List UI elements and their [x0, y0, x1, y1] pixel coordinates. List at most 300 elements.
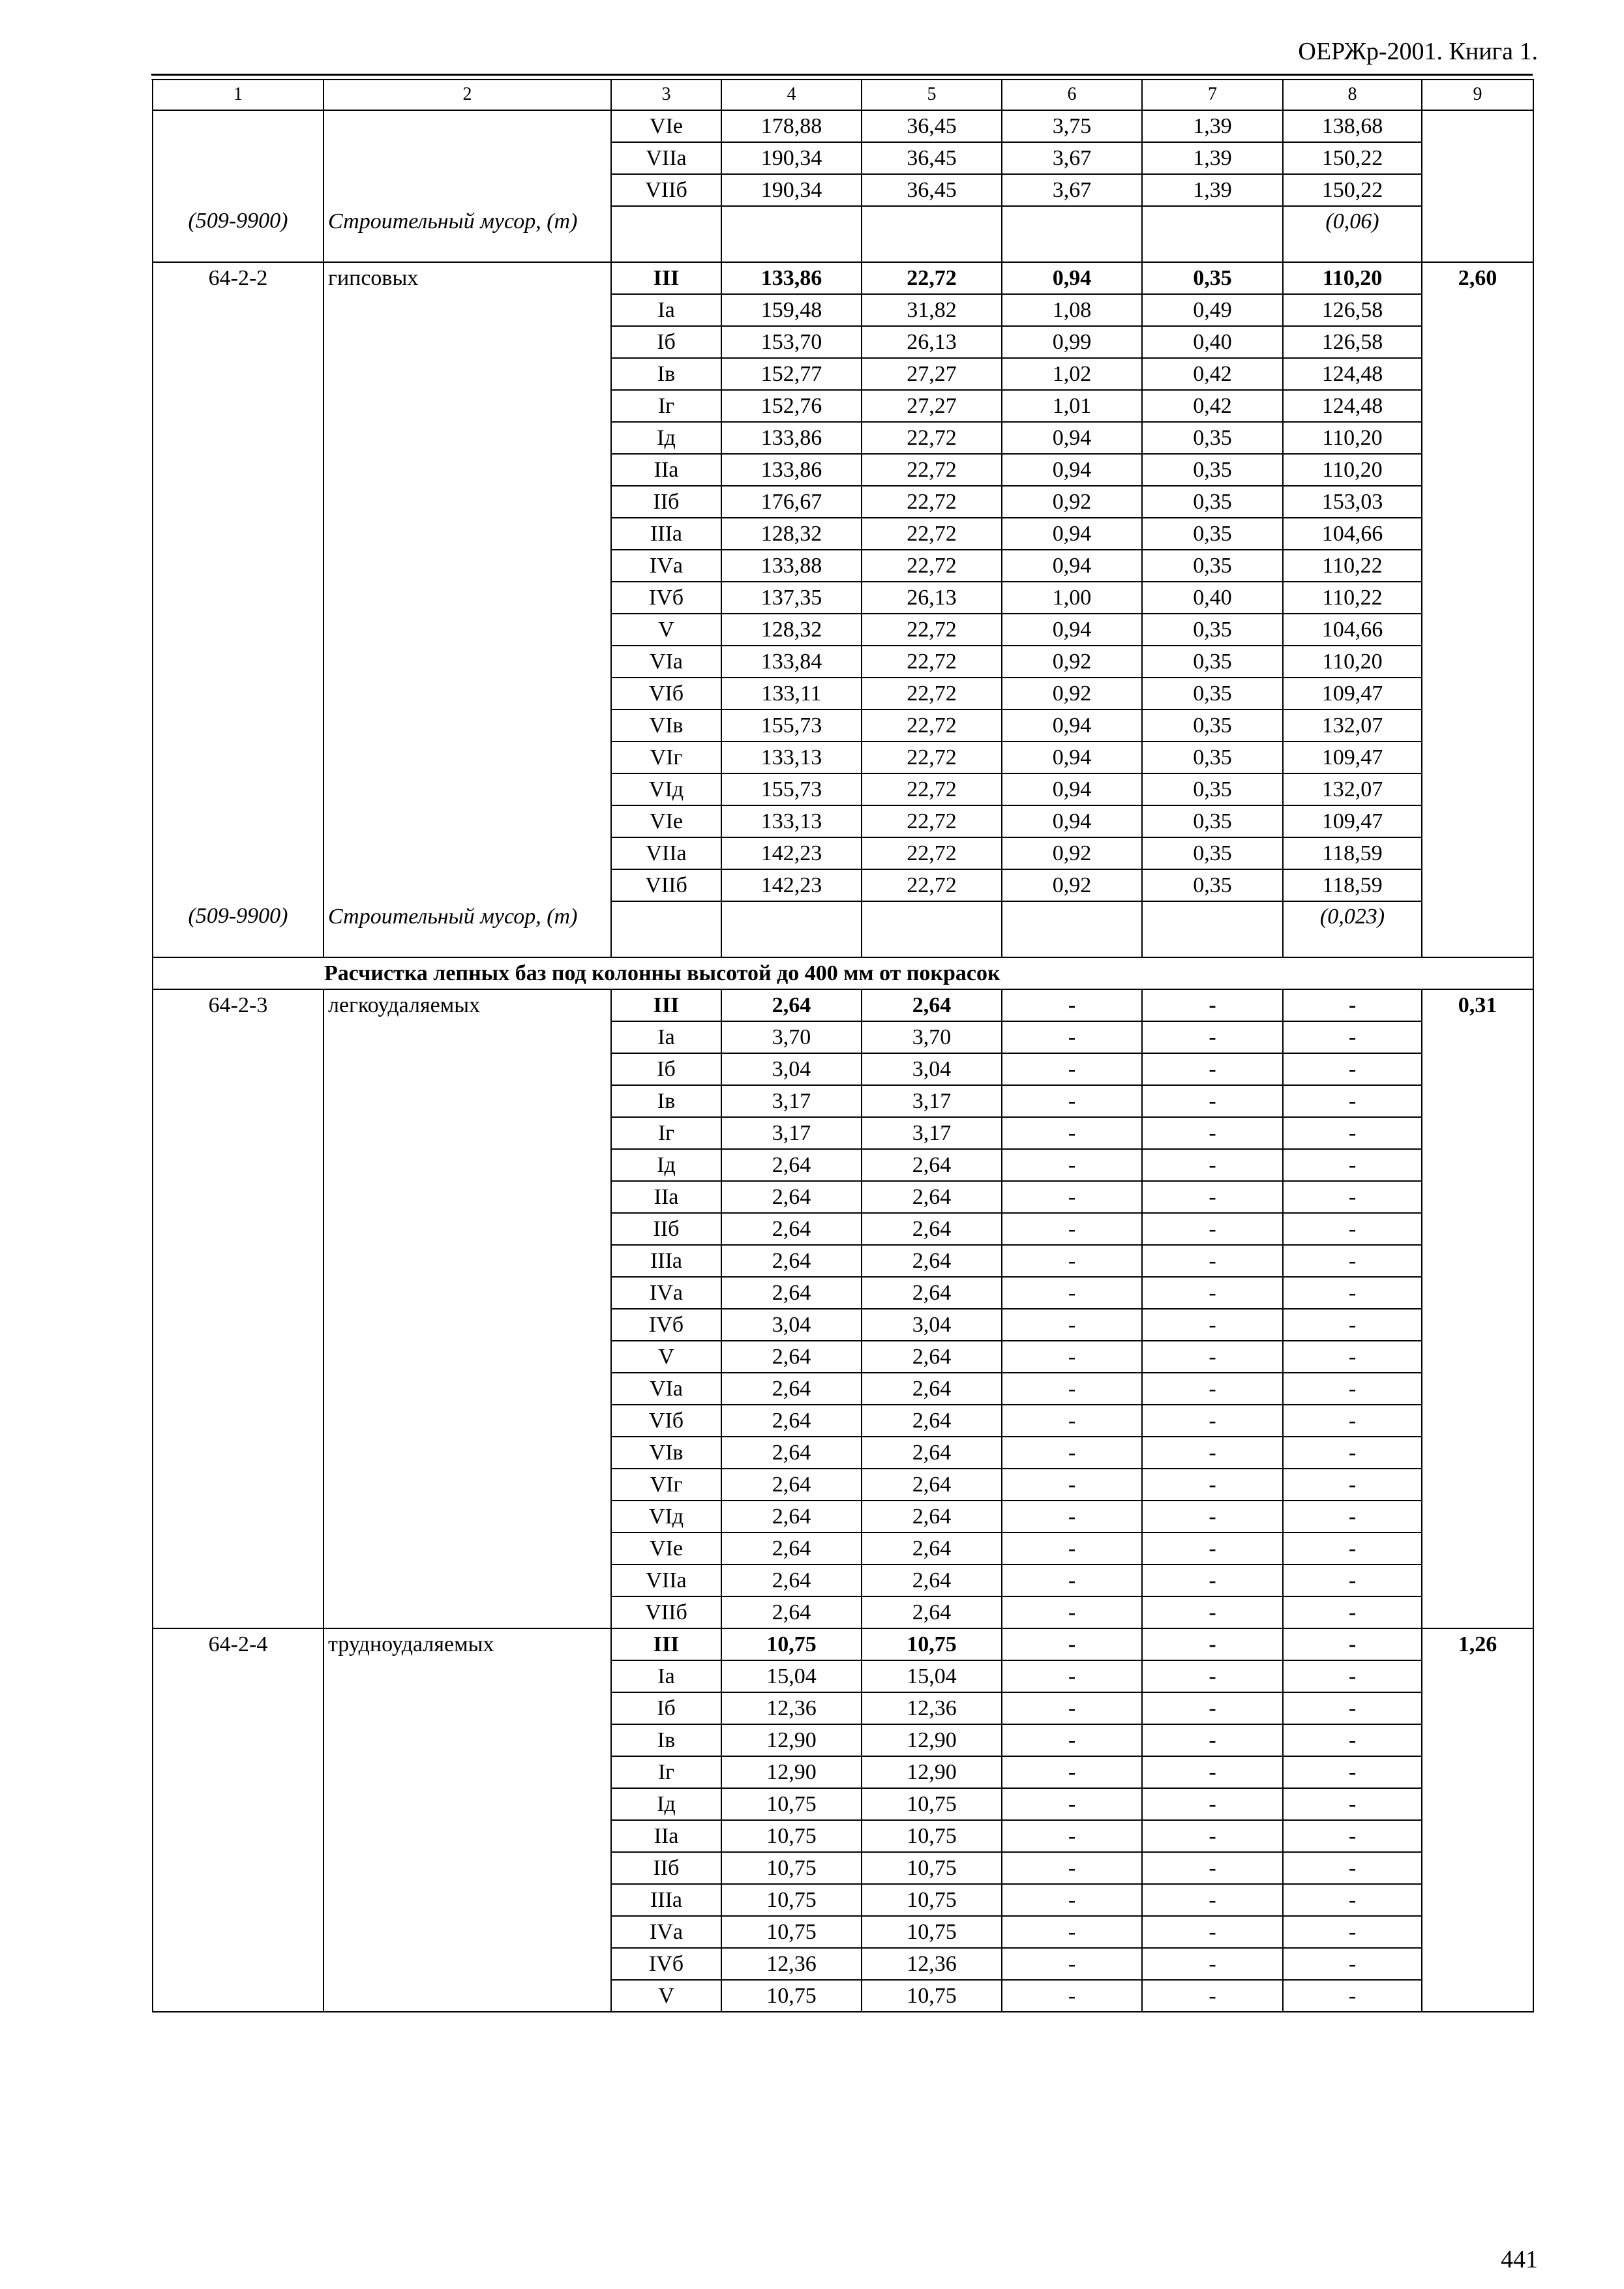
column-number: 9: [1422, 80, 1533, 110]
materials-cell: 110,20: [1283, 262, 1422, 294]
machines-cell: -: [1002, 1980, 1142, 2012]
materials-cell: 109,47: [1283, 678, 1422, 710]
empty-cell: [611, 901, 721, 957]
materials-cell: 132,07: [1283, 773, 1422, 805]
materials-cell: 124,48: [1283, 390, 1422, 422]
direct-cost-cell: 133,11: [721, 678, 862, 710]
direct-cost-cell: 12,36: [721, 1692, 862, 1724]
operators-wages-cell: -: [1142, 1628, 1283, 1660]
machines-cell: -: [1002, 1437, 1142, 1469]
direct-cost-cell: 155,73: [721, 773, 862, 805]
work-name: гипсовых: [323, 262, 611, 901]
empty-cell: [862, 206, 1002, 262]
machines-cell: -: [1002, 1373, 1142, 1405]
empty-cell: [721, 206, 862, 262]
machines-cell: -: [1002, 1245, 1142, 1277]
direct-cost-cell: 12,36: [721, 1948, 862, 1980]
machines-cell: 0,92: [1002, 837, 1142, 869]
materials-cell: -: [1283, 1884, 1422, 1916]
zone-cell: Iд: [611, 422, 721, 454]
zone-cell: IVа: [611, 1277, 721, 1309]
zone-cell: Iа: [611, 1021, 721, 1053]
direct-cost-cell: 133,86: [721, 262, 862, 294]
zone-cell: VIв: [611, 1437, 721, 1469]
materials-cell: 138,68: [1283, 110, 1422, 142]
labor-total: 2,60: [1422, 262, 1533, 957]
materials-cell: -: [1283, 1692, 1422, 1724]
machines-cell: 0,94: [1002, 710, 1142, 741]
direct-cost-cell: 133,86: [721, 454, 862, 486]
direct-cost-cell: 2,64: [721, 1373, 862, 1405]
wages-cell: 2,64: [862, 1181, 1002, 1213]
table-row: [153, 989, 1533, 1021]
operators-wages-cell: -: [1142, 1692, 1283, 1724]
materials-cell: 104,66: [1283, 518, 1422, 550]
header-rule: [151, 74, 1533, 76]
table-row: [153, 110, 1533, 142]
zone-cell: VIIа: [611, 837, 721, 869]
wages-cell: 22,72: [862, 710, 1002, 741]
zone-cell: IIIа: [611, 518, 721, 550]
materials-cell: -: [1283, 1852, 1422, 1884]
machines-cell: -: [1002, 1852, 1142, 1884]
column-number: 8: [1283, 80, 1422, 110]
materials-cell: -: [1283, 1373, 1422, 1405]
materials-cell: 118,59: [1283, 869, 1422, 901]
machines-cell: -: [1002, 1021, 1142, 1053]
operators-wages-cell: -: [1142, 1724, 1283, 1756]
wages-cell: 22,72: [862, 646, 1002, 678]
machines-cell: -: [1002, 1916, 1142, 1948]
zone-cell: VIд: [611, 773, 721, 805]
zone-cell: Iв: [611, 358, 721, 390]
operators-wages-cell: -: [1142, 1596, 1283, 1628]
direct-cost-cell: 2,64: [721, 1405, 862, 1437]
materials-cell: -: [1283, 1660, 1422, 1692]
zone-cell: VIIа: [611, 142, 721, 174]
waste-name: Строительный мусор, (т): [323, 901, 611, 957]
machines-cell: 1,02: [1002, 358, 1142, 390]
operators-wages-cell: -: [1142, 1533, 1283, 1564]
zone-cell: VIд: [611, 1501, 721, 1533]
machines-cell: -: [1002, 1948, 1142, 1980]
materials-cell: -: [1283, 1277, 1422, 1309]
wages-cell: 22,72: [862, 773, 1002, 805]
wages-cell: 2,64: [862, 1213, 1002, 1245]
zone-cell: V: [611, 614, 721, 646]
operators-wages-cell: 0,35: [1142, 678, 1283, 710]
machines-cell: -: [1002, 1788, 1142, 1820]
direct-cost-cell: 3,17: [721, 1085, 862, 1117]
wages-cell: 10,75: [862, 1788, 1002, 1820]
waste-code: (509-9900): [153, 206, 323, 262]
zone-cell: IIIа: [611, 1884, 721, 1916]
materials-cell: -: [1283, 1213, 1422, 1245]
zone-cell: Iд: [611, 1788, 721, 1820]
machines-cell: -: [1002, 1884, 1142, 1916]
zone-cell: III: [611, 989, 721, 1021]
zone-cell: IVа: [611, 550, 721, 582]
machines-cell: -: [1002, 1692, 1142, 1724]
zone-cell: IIIа: [611, 1245, 721, 1277]
materials-cell: 126,58: [1283, 326, 1422, 358]
operators-wages-cell: -: [1142, 1916, 1283, 1948]
machines-cell: 0,92: [1002, 678, 1142, 710]
zone-cell: VIа: [611, 646, 721, 678]
waste-row: [153, 901, 1533, 957]
operators-wages-cell: -: [1142, 1309, 1283, 1341]
operators-wages-cell: -: [1142, 1884, 1283, 1916]
wages-cell: 22,72: [862, 422, 1002, 454]
operators-wages-cell: -: [1142, 1660, 1283, 1692]
direct-cost-cell: 10,75: [721, 1916, 862, 1948]
machines-cell: 0,94: [1002, 773, 1142, 805]
zone-cell: Iб: [611, 1053, 721, 1085]
operators-wages-cell: -: [1142, 1213, 1283, 1245]
operators-wages-cell: -: [1142, 1980, 1283, 2012]
wages-cell: 2,64: [862, 989, 1002, 1021]
materials-cell: -: [1283, 1948, 1422, 1980]
operators-wages-cell: -: [1142, 1277, 1283, 1309]
materials-cell: 153,03: [1283, 486, 1422, 518]
materials-cell: -: [1283, 1053, 1422, 1085]
table-row: [153, 262, 1533, 294]
zone-cell: IVб: [611, 1948, 721, 1980]
zone-cell: VIа: [611, 1373, 721, 1405]
wages-cell: 2,64: [862, 1596, 1002, 1628]
materials-cell: -: [1283, 1756, 1422, 1788]
wages-cell: 10,75: [862, 1820, 1002, 1852]
machines-cell: -: [1002, 1820, 1142, 1852]
operators-wages-cell: 0,35: [1142, 710, 1283, 741]
zone-cell: IIб: [611, 486, 721, 518]
wages-cell: 22,72: [862, 486, 1002, 518]
empty-cell: [611, 206, 721, 262]
materials-cell: 109,47: [1283, 741, 1422, 773]
direct-cost-cell: 133,13: [721, 741, 862, 773]
materials-cell: -: [1283, 1245, 1422, 1277]
operators-wages-cell: 0,42: [1142, 390, 1283, 422]
operators-wages-cell: -: [1142, 1149, 1283, 1181]
rates-table-body: [153, 80, 1533, 2012]
empty-cell: [1142, 206, 1283, 262]
wages-cell: 2,64: [862, 1533, 1002, 1564]
wages-cell: 12,36: [862, 1948, 1002, 1980]
wages-cell: 26,13: [862, 326, 1002, 358]
direct-cost-cell: 3,04: [721, 1053, 862, 1085]
direct-cost-cell: 10,75: [721, 1884, 862, 1916]
direct-cost-cell: 2,64: [721, 1149, 862, 1181]
operators-wages-cell: -: [1142, 1117, 1283, 1149]
operators-wages-cell: 1,39: [1142, 142, 1283, 174]
operators-wages-cell: 0,35: [1142, 550, 1283, 582]
operators-wages-cell: 0,35: [1142, 773, 1283, 805]
operators-wages-cell: 1,39: [1142, 174, 1283, 206]
machines-cell: 3,67: [1002, 142, 1142, 174]
machines-cell: -: [1002, 1181, 1142, 1213]
zone-cell: IIа: [611, 1820, 721, 1852]
zone-cell: III: [611, 1628, 721, 1660]
waste-code: (509-9900): [153, 901, 323, 957]
machines-cell: 0,94: [1002, 262, 1142, 294]
direct-cost-cell: 12,90: [721, 1724, 862, 1756]
materials-cell: -: [1283, 1916, 1422, 1948]
materials-cell: -: [1283, 1788, 1422, 1820]
operators-wages-cell: 0,35: [1142, 454, 1283, 486]
wages-cell: 22,72: [862, 837, 1002, 869]
direct-cost-cell: 133,13: [721, 805, 862, 837]
wages-cell: 3,04: [862, 1309, 1002, 1341]
page-header-title: ОЕРЖр-2001. Книга 1.: [1298, 38, 1538, 65]
materials-cell: 110,20: [1283, 454, 1422, 486]
operators-wages-cell: -: [1142, 1341, 1283, 1373]
direct-cost-cell: 190,34: [721, 142, 862, 174]
materials-cell: -: [1283, 1341, 1422, 1373]
operators-wages-cell: -: [1142, 1469, 1283, 1501]
machines-cell: -: [1002, 1756, 1142, 1788]
operators-wages-cell: -: [1142, 1373, 1283, 1405]
operators-wages-cell: -: [1142, 1788, 1283, 1820]
column-number: 7: [1142, 80, 1283, 110]
materials-cell: -: [1283, 1085, 1422, 1117]
machines-cell: -: [1002, 1724, 1142, 1756]
wages-cell: 2,64: [862, 1149, 1002, 1181]
direct-cost-cell: 2,64: [721, 1596, 862, 1628]
direct-cost-cell: 2,64: [721, 1245, 862, 1277]
direct-cost-cell: 3,17: [721, 1117, 862, 1149]
waste-name: Строительный мусор, (т): [323, 206, 611, 262]
materials-cell: 110,22: [1283, 550, 1422, 582]
column-number: 4: [721, 80, 862, 110]
rate-code: 64-2-2: [153, 262, 323, 901]
materials-cell: 150,22: [1283, 174, 1422, 206]
wages-cell: 3,17: [862, 1117, 1002, 1149]
zone-cell: IVб: [611, 1309, 721, 1341]
zone-cell: VIб: [611, 678, 721, 710]
operators-wages-cell: -: [1142, 1820, 1283, 1852]
wages-cell: 2,64: [862, 1564, 1002, 1596]
machines-cell: -: [1002, 1660, 1142, 1692]
materials-cell: 118,59: [1283, 837, 1422, 869]
waste-value: (0,023): [1283, 901, 1422, 957]
zone-cell: III: [611, 262, 721, 294]
wages-cell: 12,90: [862, 1724, 1002, 1756]
direct-cost-cell: 3,04: [721, 1309, 862, 1341]
zone-cell: VIе: [611, 1533, 721, 1564]
wages-cell: 10,75: [862, 1916, 1002, 1948]
direct-cost-cell: 142,23: [721, 869, 862, 901]
materials-cell: 110,22: [1283, 582, 1422, 614]
materials-cell: -: [1283, 1437, 1422, 1469]
materials-cell: 110,20: [1283, 422, 1422, 454]
operators-wages-cell: 0,35: [1142, 869, 1283, 901]
rates-table: [152, 79, 1534, 2012]
zone-cell: VIIб: [611, 1596, 721, 1628]
machines-cell: -: [1002, 989, 1142, 1021]
operators-wages-cell: -: [1142, 1181, 1283, 1213]
zone-cell: Iг: [611, 1117, 721, 1149]
wages-cell: 22,72: [862, 262, 1002, 294]
column-number: 3: [611, 80, 721, 110]
operators-wages-cell: -: [1142, 1085, 1283, 1117]
materials-cell: -: [1283, 1405, 1422, 1437]
zone-cell: Iг: [611, 390, 721, 422]
column-number-row: [153, 80, 1533, 110]
zone-cell: IIа: [611, 454, 721, 486]
wages-cell: 22,72: [862, 678, 1002, 710]
direct-cost-cell: 133,86: [721, 422, 862, 454]
zone-cell: IVб: [611, 582, 721, 614]
direct-cost-cell: 12,90: [721, 1756, 862, 1788]
column-number: 6: [1002, 80, 1142, 110]
machines-cell: 0,94: [1002, 805, 1142, 837]
direct-cost-cell: 133,84: [721, 646, 862, 678]
rate-code: 64-2-4: [153, 1628, 323, 2012]
direct-cost-cell: 2,64: [721, 1437, 862, 1469]
machines-cell: -: [1002, 1469, 1142, 1501]
machines-cell: -: [1002, 1501, 1142, 1533]
direct-cost-cell: 133,88: [721, 550, 862, 582]
zone-cell: VIIа: [611, 1564, 721, 1596]
rate-code: 64-2-3: [153, 989, 323, 1628]
materials-cell: -: [1283, 1628, 1422, 1660]
materials-cell: -: [1283, 1564, 1422, 1596]
machines-cell: -: [1002, 1596, 1142, 1628]
materials-cell: 126,58: [1283, 294, 1422, 326]
operators-wages-cell: 0,42: [1142, 358, 1283, 390]
machines-cell: 0,94: [1002, 454, 1142, 486]
direct-cost-cell: 128,32: [721, 518, 862, 550]
machines-cell: 0,94: [1002, 614, 1142, 646]
machines-cell: -: [1002, 1405, 1142, 1437]
zone-cell: VIе: [611, 805, 721, 837]
machines-cell: -: [1002, 1564, 1142, 1596]
column-number: 5: [862, 80, 1002, 110]
wages-cell: 22,72: [862, 869, 1002, 901]
machines-cell: 0,94: [1002, 550, 1142, 582]
wages-cell: 2,64: [862, 1501, 1002, 1533]
operators-wages-cell: -: [1142, 1053, 1283, 1085]
operators-wages-cell: 0,49: [1142, 294, 1283, 326]
wages-cell: 36,45: [862, 110, 1002, 142]
direct-cost-cell: 153,70: [721, 326, 862, 358]
wages-cell: 22,72: [862, 518, 1002, 550]
direct-cost-cell: 2,64: [721, 1564, 862, 1596]
direct-cost-cell: 128,32: [721, 614, 862, 646]
materials-cell: -: [1283, 1469, 1422, 1501]
operators-wages-cell: 0,35: [1142, 646, 1283, 678]
column-number: 2: [323, 80, 611, 110]
direct-cost-cell: 137,35: [721, 582, 862, 614]
materials-cell: -: [1283, 1309, 1422, 1341]
wages-cell: 2,64: [862, 1405, 1002, 1437]
wages-cell: 22,72: [862, 550, 1002, 582]
zone-cell: IIб: [611, 1852, 721, 1884]
zone-cell: VIе: [611, 110, 721, 142]
wages-cell: 27,27: [862, 358, 1002, 390]
direct-cost-cell: 10,75: [721, 1788, 862, 1820]
operators-wages-cell: 0,35: [1142, 741, 1283, 773]
waste-row: [153, 206, 1533, 262]
section-title: Расчистка лепных баз под колонны высотой до 400 мм от покрасок: [153, 957, 1533, 989]
machines-cell: 3,75: [1002, 110, 1142, 142]
machines-cell: 1,00: [1002, 582, 1142, 614]
machines-cell: -: [1002, 1149, 1142, 1181]
wages-cell: 2,64: [862, 1469, 1002, 1501]
empty-cell: [862, 901, 1002, 957]
wages-cell: 2,64: [862, 1277, 1002, 1309]
zone-cell: V: [611, 1341, 721, 1373]
zone-cell: VIг: [611, 1469, 721, 1501]
machines-cell: -: [1002, 1277, 1142, 1309]
operators-wages-cell: 0,40: [1142, 582, 1283, 614]
machines-cell: 1,01: [1002, 390, 1142, 422]
wages-cell: 2,64: [862, 1245, 1002, 1277]
direct-cost-cell: 178,88: [721, 110, 862, 142]
machines-cell: 3,67: [1002, 174, 1142, 206]
wages-cell: 27,27: [862, 390, 1002, 422]
materials-cell: 110,20: [1283, 646, 1422, 678]
direct-cost-cell: 2,64: [721, 1501, 862, 1533]
machines-cell: 1,08: [1002, 294, 1142, 326]
zone-cell: Iв: [611, 1724, 721, 1756]
wages-cell: 3,70: [862, 1021, 1002, 1053]
work-name: трудноудаляемых: [323, 1628, 611, 2012]
zone-cell: V: [611, 1980, 721, 2012]
empty-cell: [1002, 901, 1142, 957]
wages-cell: 10,75: [862, 1628, 1002, 1660]
materials-cell: 104,66: [1283, 614, 1422, 646]
operators-wages-cell: 0,40: [1142, 326, 1283, 358]
direct-cost-cell: 190,34: [721, 174, 862, 206]
materials-cell: 132,07: [1283, 710, 1422, 741]
materials-cell: -: [1283, 1501, 1422, 1533]
direct-cost-cell: 2,64: [721, 1213, 862, 1245]
zone-cell: VIг: [611, 741, 721, 773]
direct-cost-cell: 2,64: [721, 1533, 862, 1564]
direct-cost-cell: 2,64: [721, 1341, 862, 1373]
empty-cell: [323, 110, 611, 206]
materials-cell: -: [1283, 1533, 1422, 1564]
labor-total: 0,31: [1422, 989, 1533, 1628]
operators-wages-cell: -: [1142, 1437, 1283, 1469]
wages-cell: 22,72: [862, 741, 1002, 773]
operators-wages-cell: 0,35: [1142, 837, 1283, 869]
direct-cost-cell: 159,48: [721, 294, 862, 326]
wages-cell: 22,72: [862, 805, 1002, 837]
machines-cell: -: [1002, 1213, 1142, 1245]
zone-cell: Iа: [611, 294, 721, 326]
direct-cost-cell: 10,75: [721, 1980, 862, 2012]
direct-cost-cell: 2,64: [721, 1277, 862, 1309]
zone-cell: Iа: [611, 1660, 721, 1692]
column-number: 1: [153, 80, 323, 110]
empty-cell: [721, 901, 862, 957]
direct-cost-cell: 10,75: [721, 1852, 862, 1884]
direct-cost-cell: 10,75: [721, 1820, 862, 1852]
empty-cell: [1422, 110, 1533, 262]
machines-cell: 0,94: [1002, 422, 1142, 454]
zone-cell: VIб: [611, 1405, 721, 1437]
materials-cell: -: [1283, 1820, 1422, 1852]
machines-cell: 0,94: [1002, 741, 1142, 773]
machines-cell: 0,92: [1002, 869, 1142, 901]
materials-cell: -: [1283, 1980, 1422, 2012]
operators-wages-cell: 0,35: [1142, 518, 1283, 550]
wages-cell: 10,75: [862, 1852, 1002, 1884]
materials-cell: -: [1283, 1149, 1422, 1181]
direct-cost-cell: 2,64: [721, 1181, 862, 1213]
